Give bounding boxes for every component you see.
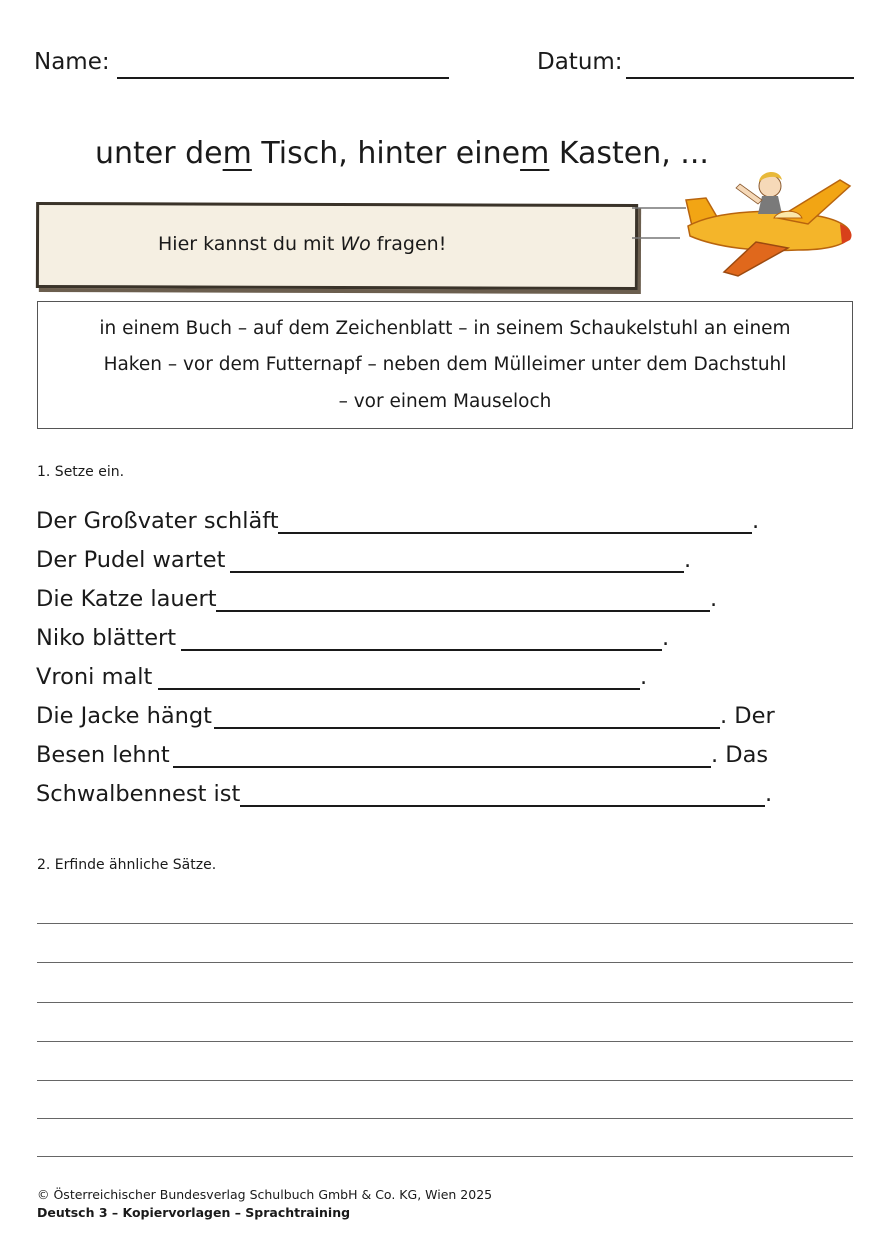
answer-blank[interactable] <box>173 762 711 768</box>
sentence-row: Der Pudel wartet <box>36 547 226 573</box>
answer-blank[interactable] <box>240 801 765 807</box>
sentence-end: . Der <box>720 703 775 729</box>
task2-label: 2. Erfinde ähnliche Sätze. <box>37 857 217 873</box>
sentence-row: Die Jacke hängt <box>36 703 213 729</box>
answer-blank[interactable] <box>216 606 710 612</box>
sentence-end: . <box>765 781 773 807</box>
task1-label: 1. Setze ein. <box>37 464 125 480</box>
sentence-row: Vroni malt <box>36 664 153 690</box>
sentence-end: . <box>710 586 718 612</box>
copyright-text: © Österreichischer Bundesverlag Schulbuch GmbH & Co. KG, Wien 2025 <box>37 1187 493 1202</box>
name-label: Name: <box>34 49 110 75</box>
answer-blank[interactable] <box>278 528 752 534</box>
sentence-row: Besen lehnt <box>36 742 170 768</box>
answer-blank[interactable] <box>158 684 640 690</box>
name-field[interactable] <box>117 51 449 79</box>
writing-line[interactable] <box>37 1041 853 1042</box>
writing-line[interactable] <box>37 1080 853 1081</box>
sentence-end: . <box>662 625 670 651</box>
answer-blank[interactable] <box>214 723 720 729</box>
sentence-end: . Das <box>711 742 769 768</box>
airplane-illustration <box>628 160 858 280</box>
writing-line[interactable] <box>37 1156 853 1157</box>
sentence-end: . <box>752 508 760 534</box>
writing-line[interactable] <box>37 1118 853 1119</box>
sentence-end: . <box>640 664 648 690</box>
sentence-row: Niko blättert <box>36 625 177 651</box>
answer-blank[interactable] <box>230 567 684 573</box>
sentence-end: . <box>684 547 692 573</box>
word-bank-line: in einem Buch – auf dem Zeichenblatt – in seinem Schaukelstuhl an einem <box>99 318 791 339</box>
date-label: Datum: <box>537 49 623 75</box>
writing-line[interactable] <box>37 1002 853 1003</box>
answer-blank[interactable] <box>181 645 662 651</box>
writing-line[interactable] <box>37 923 853 924</box>
word-bank-line: Haken – vor dem Futternapf – neben dem Mülleimer unter dem Dachstuhl <box>103 354 787 375</box>
date-field[interactable] <box>626 51 854 79</box>
word-bank-line: – vor einem Mauseloch <box>338 391 552 412</box>
writing-line[interactable] <box>37 962 853 963</box>
sentence-row: Der Großvater schläft <box>36 508 279 534</box>
page-title: unter dem Tisch, hinter einem Kasten, ... <box>95 136 709 171</box>
hint-text: Hier kannst du mit Wo fragen! <box>158 233 447 255</box>
sentence-row: Die Katze lauert <box>36 586 217 612</box>
series-title: Deutsch 3 – Kopiervorlagen – Sprachtraining <box>37 1205 351 1220</box>
sentence-row: Schwalbennest ist <box>36 781 241 807</box>
